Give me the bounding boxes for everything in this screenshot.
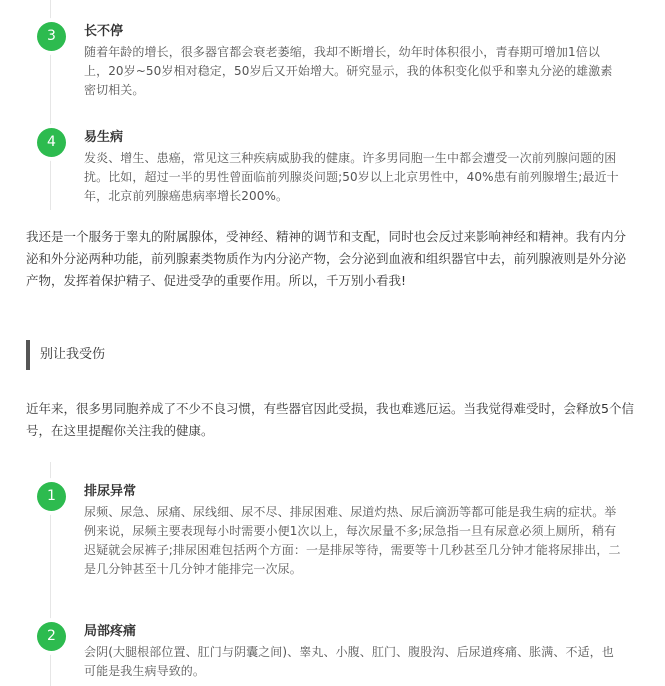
- intro-paragraph: 我还是一个服务于睾丸的附属腺体，受神经、精神的调节和支配，同时也会反过来影响神经和精神。我有内分泌和外分泌两种功能，前列腺素类物质作为内分泌产物，会分泌到血液和组织器官中去，前列腺液则是外分泌产物，发挥着保护精子、促进受孕的重要作用。所以，千万别小看我!: [26, 229, 627, 288]
- section-heading: [26, 340, 105, 370]
- step-number-badge: 3: [37, 22, 66, 51]
- item-text: 会阴(大腿根部位置、肛门与阴囊之间)、睾丸、小腹、肛门、腹股沟、后尿道疼痛、胀满、不适，也可能是我生病导致的。: [84, 645, 614, 678]
- item-title: 局部疼痛: [84, 624, 137, 639]
- item-title: 排尿异常: [84, 484, 137, 499]
- item-text: 发炎、增生、患癌，常见这三种疾病威胁我的健康。许多男同胞一生中都会遭受一次前列腺问题的困扰。比如，超过一半的男性曾面临前列腺炎问题;50岁以上北京男性中，40%患有前列腺增生;最近十年，北京前列腺癌患病率增长200%。: [84, 151, 619, 203]
- section-paragraph: 近年来，很多男同胞养成了不少不良习惯，有些器官因此受损，我也难逃厄运。当我觉得难受时，会释放5个信号，在这里提醒你关注我的健康。: [26, 401, 634, 438]
- step-number-badge: 2: [37, 622, 66, 651]
- section-title: 别让我受伤: [40, 347, 106, 362]
- item-text: 随着年龄的增长，很多器官都会衰老萎缩，我却不断增长，幼年时体积很小，青春期可增加1倍以上，20岁~50岁相对稳定，50岁后又开始增大。研究显示，我的体积变化似乎和睾丸分泌的雄激素密切相关。: [84, 45, 613, 97]
- step-number-badge: 1: [37, 482, 66, 511]
- step-number-badge: 4: [37, 128, 66, 157]
- item-title: 长不停: [84, 24, 124, 39]
- item-text: 尿频、尿急、尿痛、尿线细、尿不尽、排尿困难、尿道灼热、尿后滴沥等都可能是我生病的症状。举例来说，尿频主要表现每小时需要小便1次以上，每次尿量不多;尿急指一旦有尿意必须上厕所，稍有迟疑就会尿裤子;排尿困难包括两个方面：一是排尿等待，需要等十几秒甚至几分钟才能将尿排出，二是几分钟甚至十几分钟才能排完一次尿。: [84, 505, 621, 576]
- item-title: 易生病: [84, 130, 124, 145]
